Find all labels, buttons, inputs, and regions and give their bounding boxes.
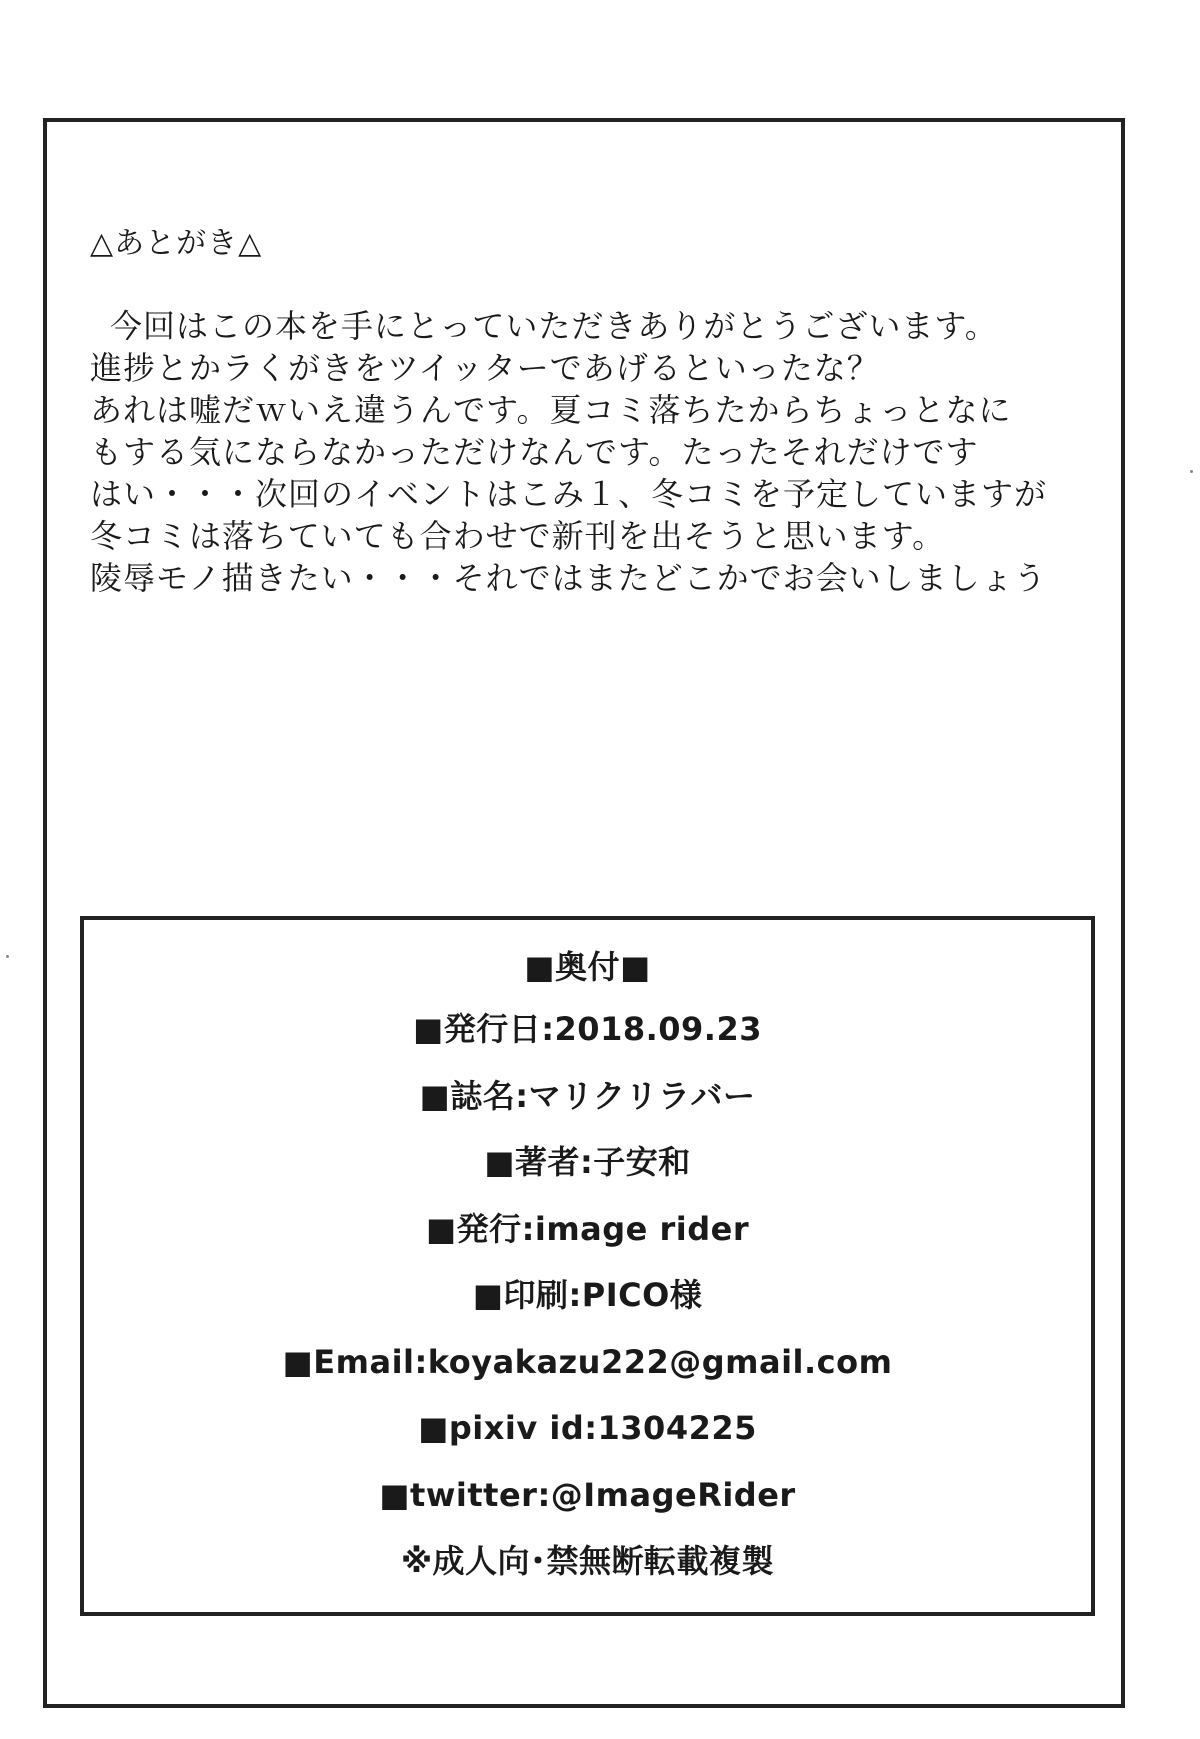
afterword-heading: △あとがき△ [90,226,263,261]
afterword-body [90,305,1090,599]
colophon-printer: ■印刷:PICO様 [472,1276,703,1314]
afterword-line: あれは嘘だｗいえ違うんです。夏コミ落ちたからちょっとなに [90,391,1012,429]
colophon-title: ■誌名:マリクリラバー [419,1076,756,1115]
afterword-line: 冬コミは落ちていても合わせで新刊を出そうと思います。 [90,517,946,555]
colophon-twitter: ■twitter:@ImageRider [379,1475,796,1514]
colophon-publisher: ■発行:image rider [425,1209,750,1248]
colophon-pixiv: ■pixiv id:1304225 [418,1409,757,1447]
afterword-line: 今回はこの本を手にとっていただきありがとうございます。 [110,307,998,345]
colophon-publish-date: ■発行日:2018.09.23 [413,1010,762,1048]
scan-speck [1190,470,1193,473]
colophon-box [80,916,1095,1616]
colophon-heading: ■奥付■ [524,948,651,986]
colophon-list [84,938,1091,1595]
colophon-author: ■著者:子安和 [484,1143,691,1181]
scan-speck [6,955,9,958]
afterword-line: 陵辱モノ描きたい・・・それではまたどこかでお会いしましょう [90,559,1047,597]
colophon-notice: ※成人向･禁無断転載複製 [400,1542,775,1580]
afterword-line: はい・・・次回のイベントはこみ１、冬コミを予定していますが [90,475,1048,513]
afterword-line: 進捗とかラくがきをツイッターであげるといったな？ [90,349,880,387]
afterword-line: もする気にならなかっただけなんです。たったそれだけです [90,433,979,471]
colophon-email: ■Email:koyakazu222@gmail.com [282,1342,893,1381]
